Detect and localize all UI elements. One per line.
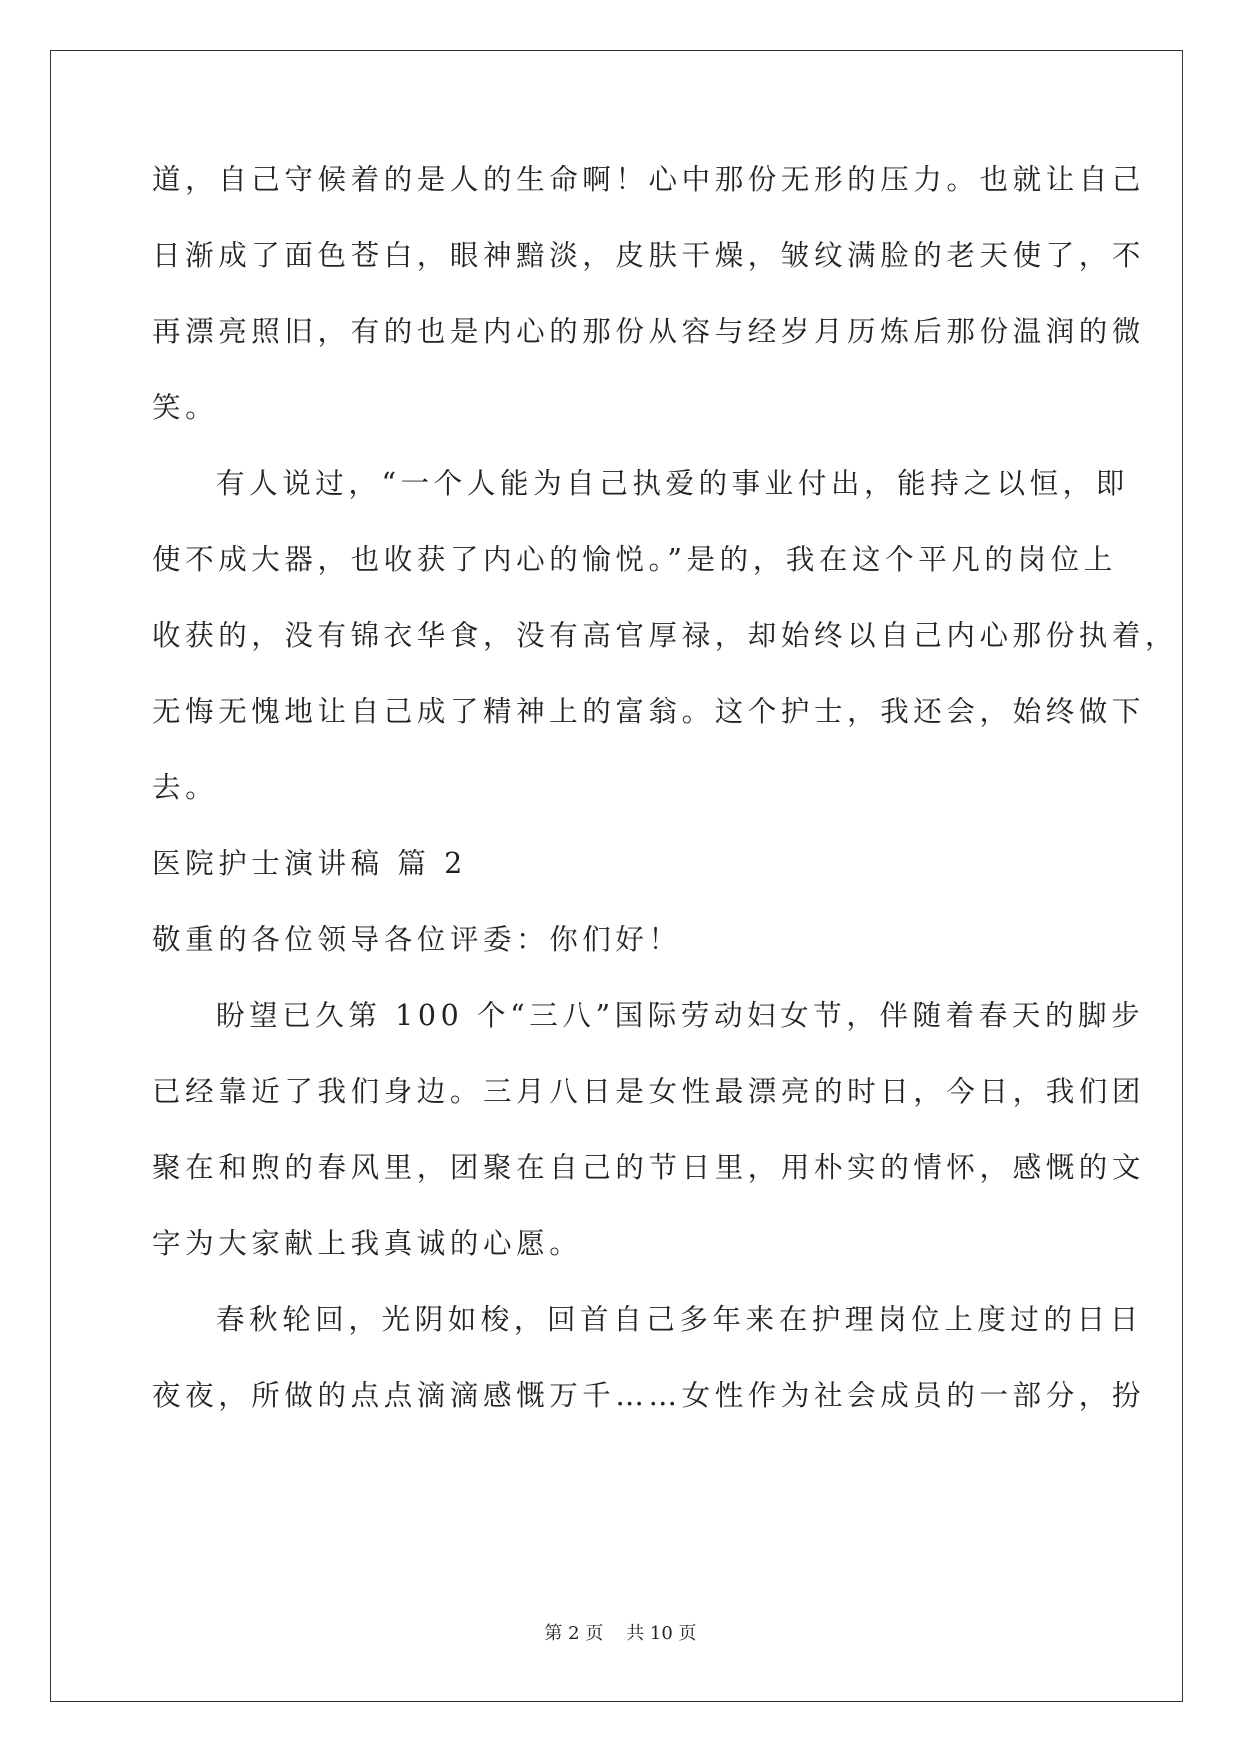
text-line: 再漂亮照旧，有的也是内心的那份从容与经岁月历炼后那份温润的微 [152, 315, 1146, 348]
text-line: 笑。 [152, 391, 219, 424]
text-line: 字为大家献上我真诚的心愿。 [152, 1227, 583, 1260]
text-line: 收获的，没有锦衣华食，没有高官厚禄，却始终以自己内心那份执着， [152, 619, 1179, 652]
text-line: 已经靠近了我们身边。三月八日是女性最漂亮的时日，今日，我们团 [152, 1075, 1146, 1108]
text-line: 使不成大器，也收获了内心的愉悦。”是的，我在这个平凡的岗位上 [152, 543, 1117, 576]
text-line: 盼望已久第 100 个“三八”国际劳动妇女节，伴随着春天的脚步 [216, 999, 1145, 1032]
section-heading: 医院护士演讲稿 篇 2 [152, 847, 467, 880]
text-line: 去。 [152, 771, 219, 804]
text-line: 无悔无愧地让自己成了精神上的富翁。这个护士，我还会，始终做下 [152, 695, 1146, 728]
text-line: 有人说过，“一个人能为自己执爱的事业付出，能持之以恒，即 [216, 467, 1129, 500]
salutation: 敬重的各位领导各位评委：你们好！ [152, 923, 682, 956]
text-line: 夜夜，所做的点点滴滴感慨万千……女性作为社会成员的一部分，扮 [152, 1379, 1146, 1412]
text-line: 聚在和煦的春风里，团聚在自己的节日里，用朴实的情怀，感慨的文 [152, 1151, 1146, 1184]
page-number-footer: 第 2 页 共 10 页 [544, 1623, 697, 1644]
text-line: 日渐成了面色苍白，眼神黯淡，皮肤干燥，皱纹满脸的老天使了，不 [152, 239, 1146, 272]
text-line: 道，自己守候着的是人的生命啊！心中那份无形的压力。也就让自己 [152, 163, 1146, 196]
text-line: 春秋轮回，光阴如梭，回首自己多年来在护理岗位上度过的日日 [216, 1303, 1143, 1336]
